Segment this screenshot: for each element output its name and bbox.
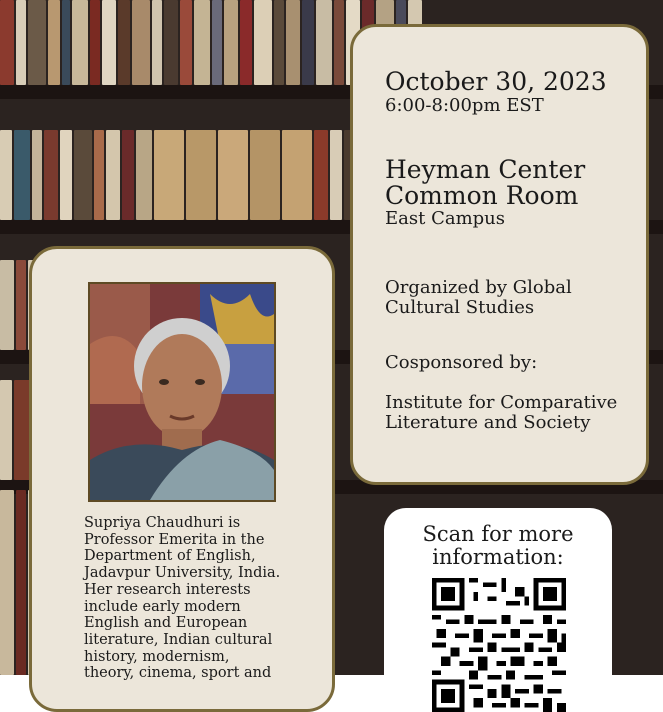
bio-line: theory, cinema, sport and: [84, 665, 272, 682]
speaker-bio: [84, 515, 294, 682]
bio-line: Supriya Chaudhuri is: [84, 515, 241, 531]
organizer-line1: Organized by Global: [385, 277, 572, 298]
bio-line: history, modernism,: [84, 648, 230, 665]
bio-line: Professor Emerita in the: [84, 531, 265, 548]
cosponsor-label: Cosponsored by:: [385, 352, 538, 373]
cosponsor-line1: Institute for Comparative: [385, 392, 618, 413]
bio-line: include early modern: [84, 598, 241, 615]
bio-line: Jadavpur University, India.: [84, 565, 281, 582]
event-venue-line2: Common Room: [385, 181, 579, 210]
speaker-photo: [88, 282, 276, 502]
bio-line: Her research interests: [84, 581, 251, 598]
speaker-bio-card: [29, 246, 335, 712]
organizer-line2: Cultural Studies: [385, 297, 535, 318]
qr-caption-line2: information:: [432, 545, 564, 569]
bio-line: Department of English,: [84, 548, 256, 565]
event-campus: East Campus: [385, 208, 505, 229]
event-venue-line1: Heyman Center: [385, 155, 586, 184]
speaker-portrait: [90, 284, 274, 500]
bio-line: literature, Indian cultural: [84, 631, 273, 648]
event-details-card: [350, 24, 649, 485]
event-time: 6:00-8:00pm EST: [385, 95, 544, 116]
qr-caption-line1: Scan for more: [422, 522, 574, 546]
bio-line: English and European: [84, 615, 248, 632]
qr-code-icon[interactable]: [432, 578, 566, 712]
qr-card: [384, 508, 612, 708]
cosponsor-line2: Literature and Society: [385, 412, 591, 433]
event-date: October 30, 2023: [385, 67, 607, 96]
